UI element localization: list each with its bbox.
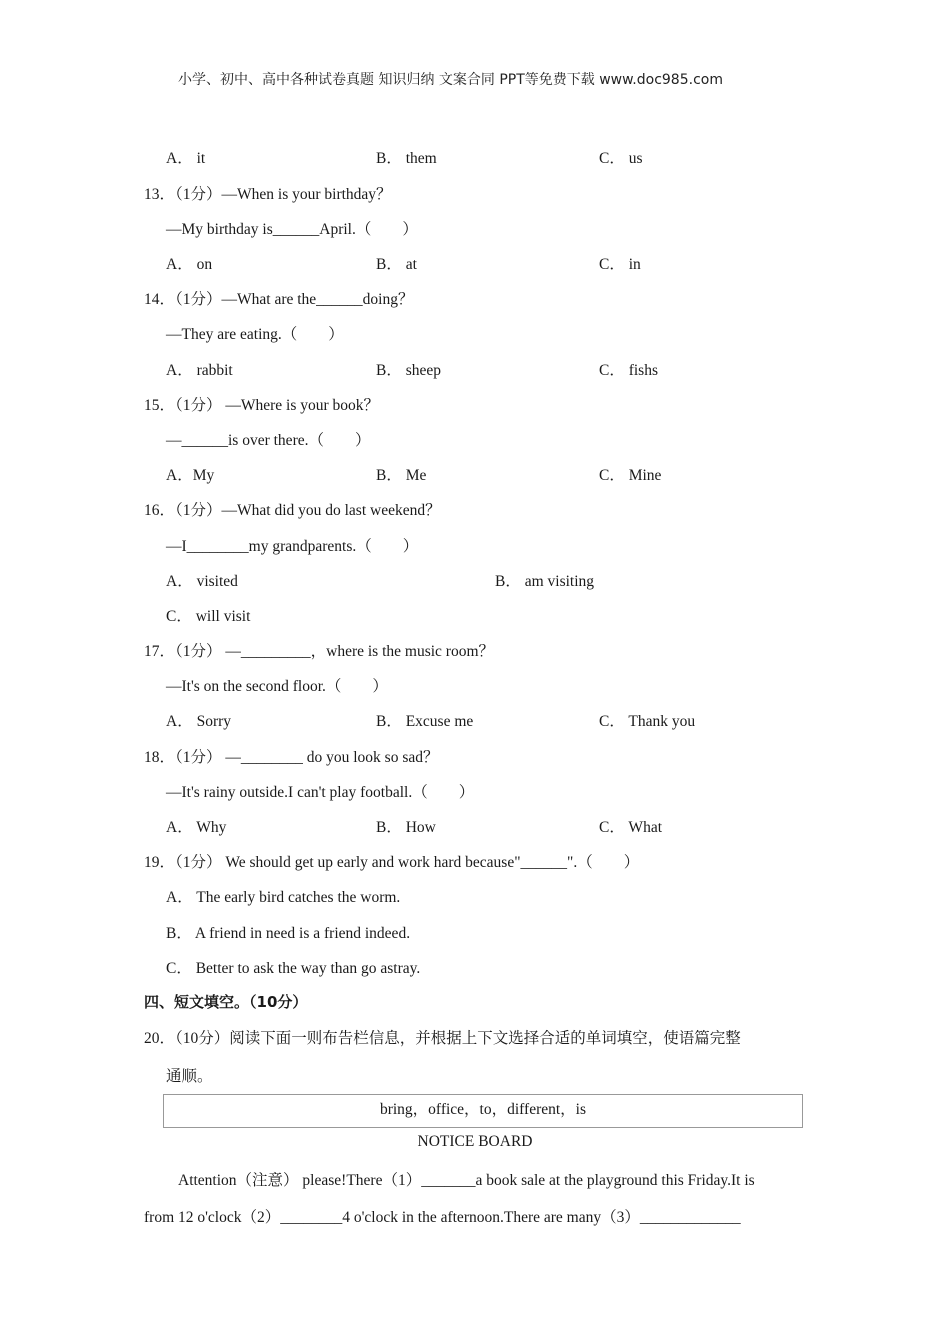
q20-stem-cont: 通顺。 bbox=[166, 1068, 213, 1085]
q19-option-c: C． Better to ask the way than go astray. bbox=[166, 960, 421, 977]
q13-option-c: C． in bbox=[599, 256, 641, 273]
q14-option-c: C． fishs bbox=[599, 362, 658, 379]
section-heading: 四、短文填空。（10分） bbox=[144, 993, 308, 1011]
q14-stem: 14．（1分）—What are the______doing？ bbox=[144, 291, 414, 308]
q16-line2: —I________my grandparents.（ ） bbox=[166, 538, 419, 555]
q16-option-c: C． will visit bbox=[166, 608, 251, 625]
q16-option-a: A． visited bbox=[166, 573, 238, 590]
q17-option-b: B． Excuse me bbox=[376, 713, 474, 730]
notice-paragraph-line1: Attention（注意） please!There（1）_______a book sale at the playground this Friday.It is bbox=[178, 1172, 755, 1189]
q15-line2: —______is over there.（ ） bbox=[166, 432, 371, 449]
q18-option-a: A． Why bbox=[166, 819, 227, 836]
q13-option-b: B． at bbox=[376, 256, 417, 273]
q12-option-a: A． it bbox=[166, 150, 206, 167]
notice-paragraph-line2: from 12 o'clock（2）________4 o'clock in the afternoon.There are many（3）_____________ bbox=[144, 1209, 741, 1226]
q17-stem: 17．（1分） —_________，where is the music room？ bbox=[144, 643, 495, 660]
q15-option-c: C． Mine bbox=[599, 467, 662, 484]
q16-stem: 16．（1分）—What did you do last weekend？ bbox=[144, 502, 441, 519]
q17-option-c: C． Thank you bbox=[599, 713, 696, 730]
q19-option-b: B． A friend in need is a friend indeed. bbox=[166, 925, 411, 942]
q17-option-a: A． Sorry bbox=[166, 713, 232, 730]
notice-title: NOTICE BOARD bbox=[417, 1133, 533, 1150]
q15-option-b: B． Me bbox=[376, 467, 427, 484]
q19-option-a: A． The early bird catches the worm. bbox=[166, 889, 401, 906]
q19-stem: 19．（1分） We should get up early and work hard because"______".（ ） bbox=[144, 854, 640, 871]
q20-stem: 20．（10分）阅读下面一则布告栏信息，并根据上下文选择合适的单词填空，使语篇完整 bbox=[144, 1030, 741, 1047]
q13-line2: —My birthday is______April.（ ） bbox=[166, 221, 418, 238]
q12-option-b: B． them bbox=[376, 150, 437, 167]
q13-stem: 13．（1分）—When is your birthday？ bbox=[144, 186, 392, 203]
page-header: 小学、初中、高中各种试卷真题 知识归纳 文案合同 PPT等免费下载 www.doc985.com bbox=[178, 72, 723, 88]
q13-option-a: A． on bbox=[166, 256, 213, 273]
q14-option-b: B． sheep bbox=[376, 362, 442, 379]
q18-option-b: B． How bbox=[376, 819, 436, 836]
q18-option-c: C． What bbox=[599, 819, 662, 836]
q16-option-b: B． am visiting bbox=[495, 573, 595, 590]
q15-stem: 15．（1分） —Where is your book？ bbox=[144, 397, 380, 414]
word-bank-box bbox=[163, 1094, 803, 1128]
q18-line2: —It's rainy outside.I can't play football.（ ） bbox=[166, 784, 475, 801]
q14-line2: —They are eating.（ ） bbox=[166, 326, 344, 343]
q17-line2: —It's on the second floor.（ ） bbox=[166, 678, 388, 695]
q14-option-a: A． rabbit bbox=[166, 362, 233, 379]
q18-stem: 18．（1分） —________ do you look so sad？ bbox=[144, 749, 439, 766]
word-bank: bring，office，to，different，is bbox=[379, 1101, 587, 1118]
q12-option-c: C． us bbox=[599, 150, 643, 167]
q15-option-a: A．My bbox=[166, 467, 215, 484]
